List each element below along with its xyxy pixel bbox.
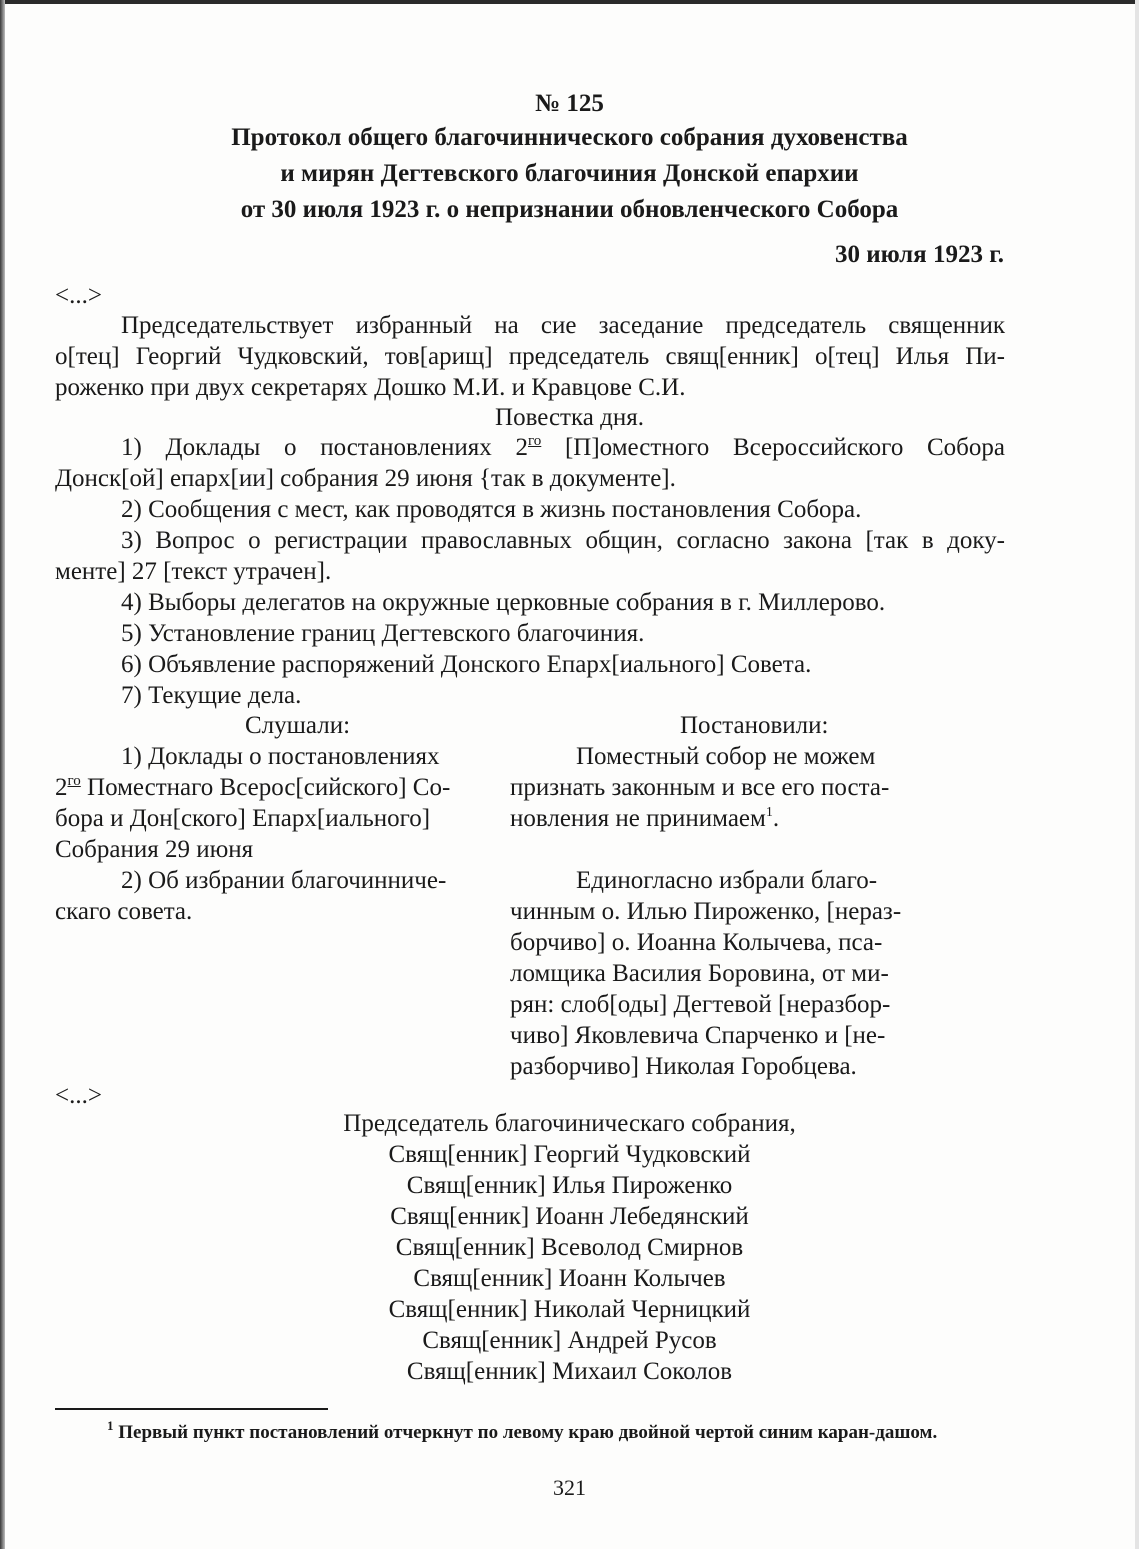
intro-line: о[тец] Георгий Чудковский, тов[арищ] председатель свящ[енник] о[тец] Илья Пи- xyxy=(55,343,1005,370)
ordinal-suffix: го xyxy=(67,773,81,789)
scan-edge-top xyxy=(0,0,1139,4)
footnote-number: 1 xyxy=(107,1418,114,1433)
agenda-heading: Повестка дня. xyxy=(495,404,644,431)
signature-line: Свящ[енник] Иоанн Лебедянский xyxy=(390,1203,749,1230)
decided-item-1-cont: новления не принимаем$^1$. xyxy=(510,805,780,832)
document-title xyxy=(0,120,1139,228)
decided-item-2-cont: ломщика Василия Боровина, от ми- xyxy=(510,960,889,987)
agenda-item-5: 5) Установление границ Дегтевского благочиния. xyxy=(121,620,645,647)
document-number: № 125 xyxy=(535,90,604,117)
footnote xyxy=(55,1419,1005,1446)
heard-item-2-cont: скаго совета. xyxy=(55,898,193,925)
agenda-item-3-cont: менте] 27 [текст утрачен]. xyxy=(55,558,332,585)
agenda-item-7: 7) Текущие дела. xyxy=(121,682,302,709)
agenda-item-3: 3) Вопрос о регистрации православных общин, согласно закона [так в доку- xyxy=(121,527,1005,554)
agenda-item-1-cont: Донск[ой] епарх[ии] собрания 29 июня {так в документе]. xyxy=(55,465,676,492)
decided-item-2-cont: чиво] Яковлевича Спарченко и [не- xyxy=(510,1022,886,1049)
decided-item-2: Единогласно избрали благо- xyxy=(576,867,878,894)
signature-line: Свящ[енник] Михаил Соколов xyxy=(406,1358,733,1385)
agenda-item-4: 4) Выборы делегатов на окружные церковные собрания в г. Миллерово. xyxy=(121,589,886,616)
signature-block xyxy=(0,1108,1139,1387)
agenda-item-6: 6) Объявление распоряжений Донского Епарх[иального] Совета. xyxy=(121,651,812,678)
heard-item-2: 2) Об избрании благочинниче- xyxy=(121,867,447,894)
intro-line: Председательствует избранный на сие заседание председатель священник xyxy=(121,312,1005,339)
footnote-text: Первый пункт постановлений отчеркнут по левому краю двойной чертой синим каран-дашом. xyxy=(113,1422,938,1443)
decided-item-1-cont: признать законным и все его поста- xyxy=(510,774,890,801)
page-number: 321 xyxy=(553,1475,586,1500)
intro-line: роженко при двух секретарях Дошко М.И. и Кравцове С.И. xyxy=(55,374,686,401)
heard-item-1-cont: Собрания 29 июня xyxy=(55,836,254,863)
heard-heading: Слушали: xyxy=(245,712,351,739)
decided-item-2-cont: рян: слоб[оды] Дегтевой [неразбор- xyxy=(510,991,891,1018)
signature-line: Свящ[енник] Николай Черницкий xyxy=(388,1296,751,1323)
ordinal-suffix: го xyxy=(528,433,542,449)
footnote-divider xyxy=(55,1408,328,1410)
title-line: Протокол общего благочиннического собрания духовенства xyxy=(231,124,908,151)
decided-item-2-cont: борчиво] о. Иоанна Колычева, пса- xyxy=(510,929,883,956)
signature-line: Свящ[енник] Андрей Русов xyxy=(422,1327,717,1354)
agenda-item-2: 2) Сообщения с мест, как проводятся в жизнь постановления Собора. xyxy=(121,496,862,523)
signature-line: Свящ[енник] Илья Пироженко xyxy=(406,1172,733,1199)
agenda-item-1: 1) Доклады о постановлениях $2^{го}$ [П]оместного Всероссийского Собора xyxy=(121,433,1005,461)
signature-line: Свящ[енник] Георгий Чудковский xyxy=(388,1141,751,1168)
decided-heading: Постановили: xyxy=(680,712,829,739)
decided-item-2-cont: разборчиво] Николая Горобцева. xyxy=(510,1053,857,1080)
document-date: 30 июля 1923 г. xyxy=(835,241,1004,268)
decided-item-1: Поместный собор не можем xyxy=(576,743,876,770)
omission-mark: <...> xyxy=(55,282,102,309)
footnote-marker: 1 xyxy=(765,805,773,820)
signature-line: Свящ[енник] Иоанн Колычев xyxy=(413,1265,726,1292)
signature-line: Председатель благочиническаго собрания, xyxy=(343,1110,796,1137)
title-line: от 30 июля 1923 г. о непризнании обновленческого Собора xyxy=(240,196,899,223)
signature-line: Свящ[енник] Всеволод Смирнов xyxy=(395,1234,744,1261)
omission-mark: <...> xyxy=(55,1082,102,1109)
heard-item-1: 1) Доклады о постановлениях xyxy=(121,743,440,770)
heard-item-1-cont: $2^{го}$ Поместнаго Всерос[сийского] Со- xyxy=(55,773,451,801)
title-line: и мирян Дегтевского благочиния Донской епархии xyxy=(280,160,859,187)
decided-item-2-cont: чинным о. Илью Пироженко, [нераз- xyxy=(510,898,902,925)
heard-item-1-cont: бора и Дон[ского] Епарх[иального] xyxy=(55,805,431,832)
